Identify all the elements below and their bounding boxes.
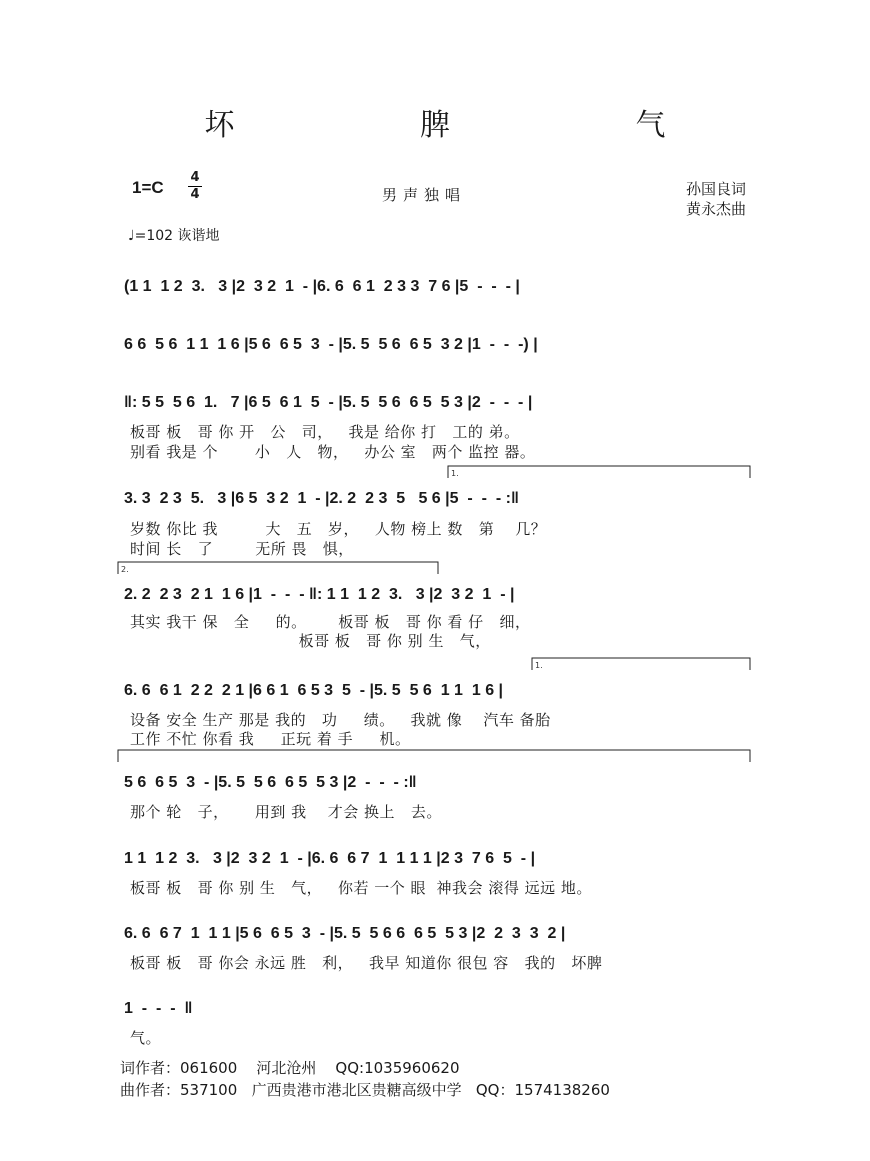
- lyricist: 孙国良词: [685, 180, 746, 198]
- volta-label-1b: 1.: [535, 661, 543, 670]
- composer-contact: 曲作者：537100 广西贵港市港北区贵糖高级中学 QQ：1574138260: [120, 1081, 610, 1099]
- score-row-10: 1 - - - ‖: [124, 1000, 193, 1017]
- lyric-row-3-verse-2: 别看 我是 个 小 人 物， 办公 室 两个 监控 器。: [130, 443, 536, 461]
- lyric-row-9-verse-1: 板哥 板 哥 你会 永远 胜 利， 我早 知道你 很包 容 我的 坏脾: [130, 954, 603, 972]
- score-row-7: 5 6 6 5 3 - |5. 5 5 6 6 5 5 3 |2 - - - :‖: [124, 774, 417, 791]
- tempo-marking: ♩=102 诙谐地: [128, 228, 220, 244]
- lyric-row-4-verse-1: 岁数 你比 我 大 五 岁， 人物 榜上 数 第 几？: [130, 520, 547, 538]
- score-row-6: 6. 6 6 1 2 2 2 1 |6 6 1 6 5 3 5 - |5. 5 5 6 1 1 1 6 |: [124, 682, 504, 699]
- lyric-row-3-verse-1: 板哥 板 哥 你 开 公 司， 我是 给你 打 工的 弟。: [130, 423, 520, 441]
- score-row-8: 1 1 1 2 3. 3 |2 3 2 1 - |6. 6 6 7 1 1 1 1 |2 3 7 6 5 - |: [124, 850, 536, 867]
- lyric-row-6-verse-1: 设备 安全 生产 那是 我的 功 绩。 我就 像 汽车 备胎: [130, 711, 551, 729]
- lyric-row-10-verse-1: 气。: [130, 1029, 162, 1047]
- volta-label-1: 1.: [451, 469, 459, 478]
- score-row-2: 6 6 5 6 1 1 1 6 |5 6 6 5 3 - |5. 5 5 6 6 5 3 2 |1 - - -) |: [124, 336, 538, 353]
- lyric-row-5-verse-1: 其实 我干 保 全 的。 板哥 板 哥 你 看 仔 细，: [130, 613, 531, 631]
- score-row-3: ‖: 5 5 5 6 1. 7 |6 5 6 1 5 - |5. 5 5 6 6 5 5 3 |2 - - - |: [124, 394, 533, 411]
- score-row-5: 2. 2 2 3 2 1 1 6 |1 - - - ‖: 1 1 1 2 3. 3 |2 3 2 1 - |: [124, 586, 515, 603]
- score-row-4: 3. 3 2 3 5. 3 |6 5 3 2 1 - |2. 2 2 3 5 5 6 |5 - - - :‖: [124, 490, 519, 507]
- score-row-9: 6. 6 6 7 1 1 1 |5 6 6 5 3 - |5. 5 5 6 6 6 5 5 3 |2 2 3 3 2 |: [124, 925, 566, 942]
- volta-bracket-row5-second: [118, 562, 438, 574]
- composer: 黄永杰曲: [685, 200, 746, 218]
- time-signature-bottom: 4: [190, 187, 200, 202]
- time-signature-top: 4: [190, 170, 200, 185]
- lyric-row-8-verse-1: 板哥 板 哥 你 别 生 气， 你若 一个 眼 神我会 滚得 远远 地。: [130, 879, 592, 897]
- song-title: 坏 脾 气: [204, 108, 754, 143]
- score-row-1: (1 1 1 2 3. 3 |2 3 2 1 - |6. 6 6 1 2 3 3 7 6 |5 - - - |: [124, 278, 520, 295]
- volta-bracket-row7-second: [118, 750, 750, 762]
- volta-bracket-row4-first: [448, 466, 750, 478]
- lyric-row-5-verse-2: 板哥 板 哥 你 别 生 气，: [130, 632, 491, 650]
- performance-type: 男声独唱: [382, 186, 467, 204]
- volta-bracket-row6-first: [532, 658, 750, 670]
- lyric-row-4-verse-2: 时间 长 了 无所 畏 惧，: [130, 540, 354, 558]
- lyric-row-7-verse-1: 那个 轮 子， 用到 我 才会 换上 去。: [130, 803, 442, 821]
- key-signature: 1=C: [132, 178, 164, 197]
- volta-label-2: 2.: [121, 565, 129, 574]
- lyricist-contact: 词作者：061600 河北沧州 QQ:1035960620: [120, 1059, 460, 1077]
- lyric-row-6-verse-2: 工作 不忙 你看 我 正玩 着 手 机。: [130, 730, 411, 748]
